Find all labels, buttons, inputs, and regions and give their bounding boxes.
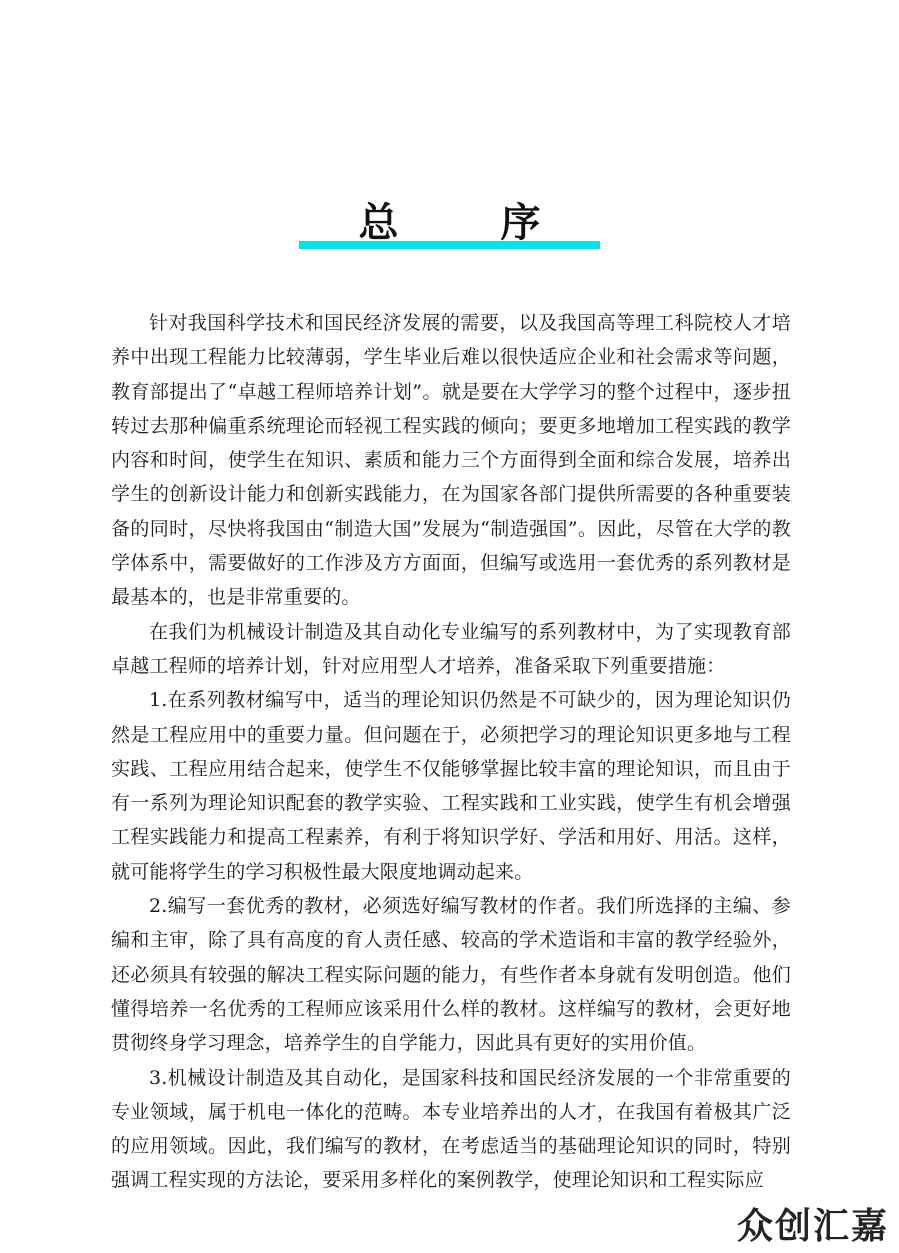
- body-text: [111, 306, 791, 1198]
- title-block: [299, 200, 600, 252]
- paragraph-1: 针对我国科学技术和国民经济发展的需要，以及我国高等理工科院校人才培养中出现工程能力比较薄弱，学生毕业后难以很快适应企业和社会需求等问题，教育部提出了“卓越工程师培养计划”。就是要在大学学习的整个过程中，逐步扭转过去那种偏重系统理论而轻视工程实践的倾向；要更多地增加工程实践的教学内容和时间，使学生在知识、素质和能力三个方面得到全面和综合发展，培养出学生的创新设计能力和创新实践能力，在为国家各部门提供所需要的各种重要装备的同时，尽快将我国由“制造大国”发展为“制造强国”。因此，尽管在大学的教学体系中，需要做好的工作涉及方方面面，但编写或选用一套优秀的系列教材是最基本的，也是非常重要的。: [111, 312, 791, 609]
- paragraph-2: 在我们为机械设计制造及其自动化专业编写的系列教材中，为了实现教育部卓越工程师的培养计划，针对应用型人才培养，准备采取下列重要措施：: [111, 620, 791, 677]
- watermark-logo: 众创汇嘉: [736, 1206, 889, 1247]
- paragraph-5: 3.机械设计制造及其自动化，是国家科技和国民经济发展的一个非常重要的专业领域，属于机电一体化的范畴。本专业培养出的人才，在我国有着极其广泛的应用领域。因此，我们编写的教材，在考虑适当的基础理论知识的同时，特别强调工程实现的方法论，要采用多样化的案例教学，使理论知识和工程实际应: [111, 1066, 791, 1192]
- page-title: 总 序: [358, 200, 585, 246]
- paragraph-3: 1.在系列教材编写中，适当的理论知识仍然是不可缺少的，因为理论知识仍然是工程应用中的重要力量。但问题在于，必须把学习的理论知识更多地与工程实践、工程应用结合起来，使学生不仅能够掌握比较丰富的理论知识，而且由于有一系列为理论知识配套的教学实验、工程实践和工业实践，使学生有机会增强工程实践能力和提高工程素养，有利于将知识学好、学活和用好、用活。这样，就可能将学生的学习积极性最大限度地调动起来。: [111, 689, 791, 883]
- paragraph-4: 2.编写一套优秀的教材，必须选好编写教材的作者。我们所选择的主编、参编和主审，除了具有高度的育人责任感、较高的学术造诣和丰富的教学经验外，还必须具有较强的解决工程实际问题的能力，有些作者本身就有发明创造。他们懂得培养一名优秀的工程师应该采用什么样的教材。这样编写的教材，会更好地贯彻终身学习理念，培养学生的自学能力，因此具有更好的实用价值。: [111, 895, 791, 1055]
